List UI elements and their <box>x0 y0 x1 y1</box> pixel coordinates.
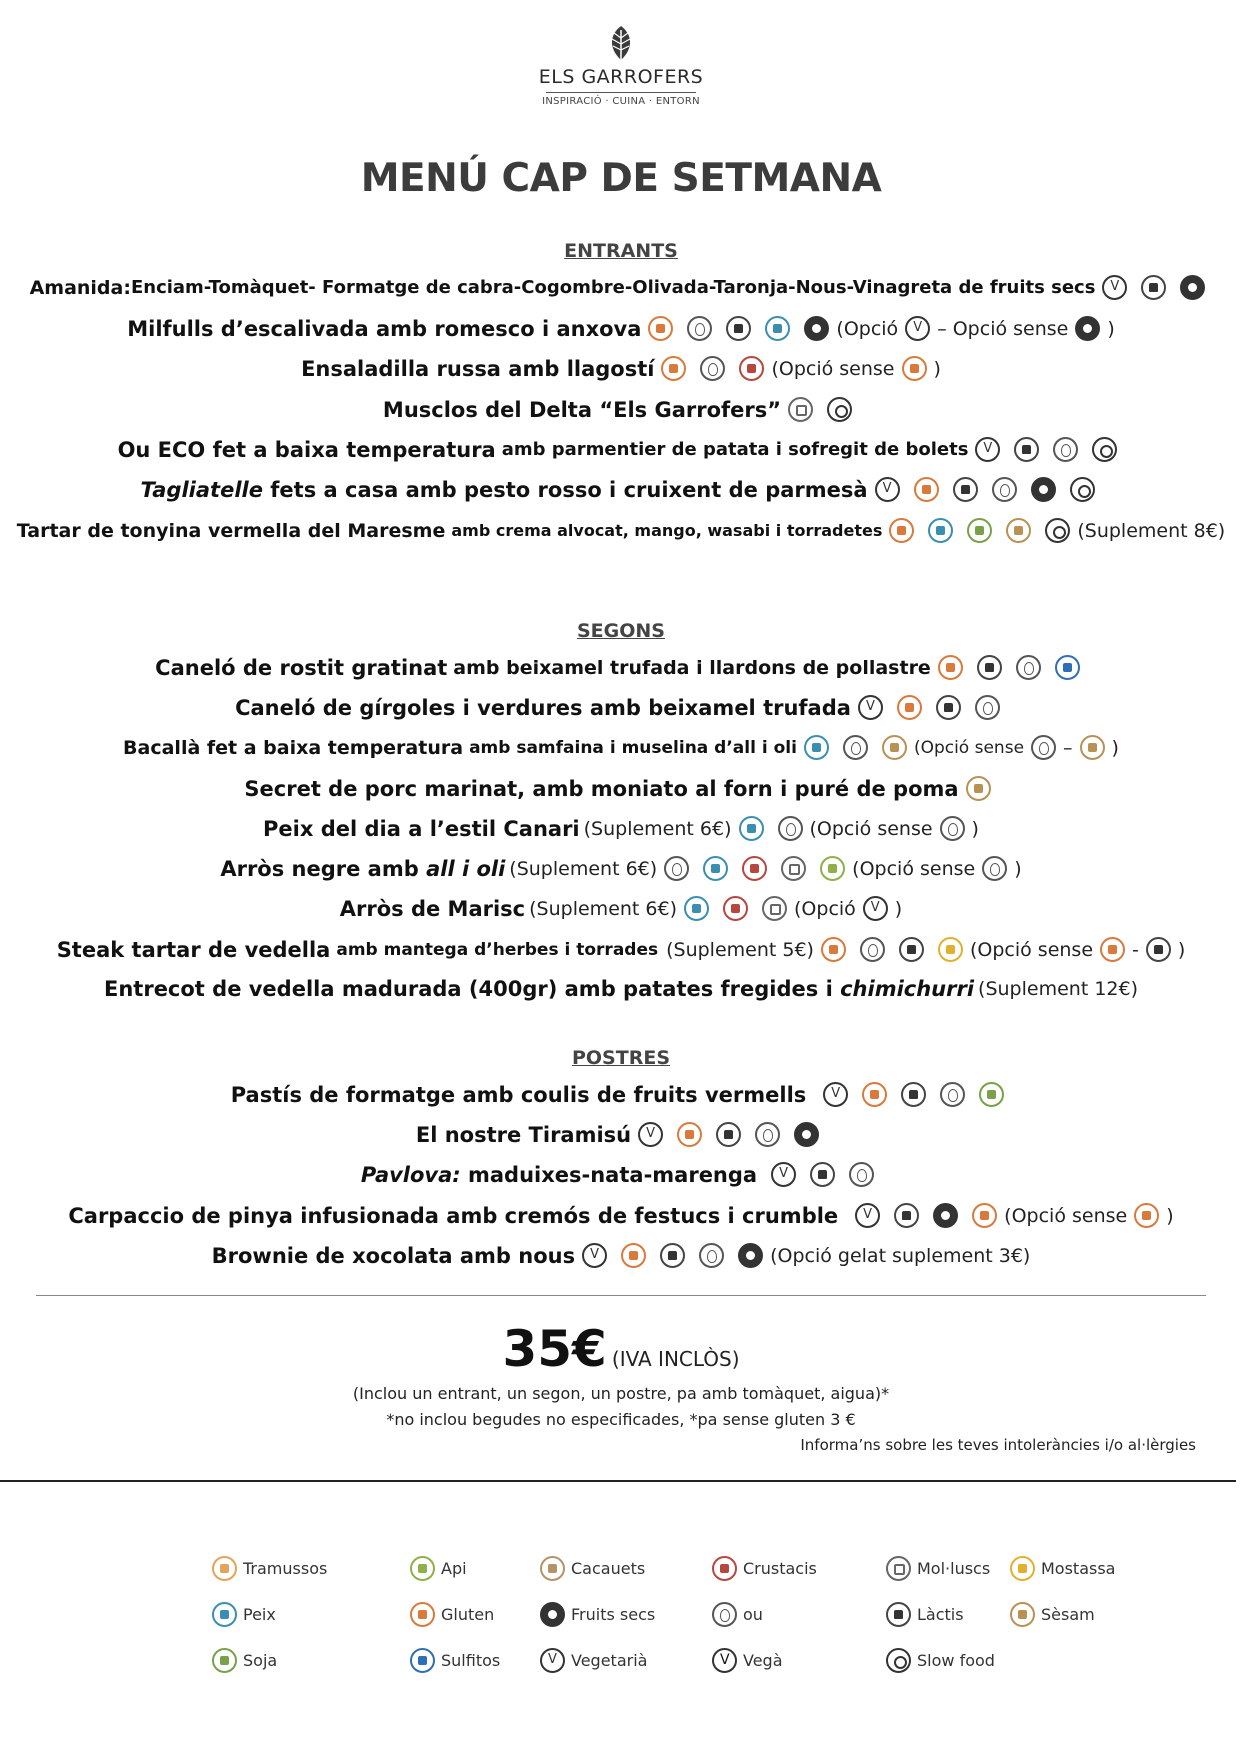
gluten-icon <box>1100 937 1125 962</box>
menu-item <box>0 1243 1242 1268</box>
sesam-icon <box>1010 1602 1035 1627</box>
gluten-icon <box>677 1122 702 1147</box>
ou-icon <box>687 316 712 341</box>
fruits-secs-icon <box>738 1243 763 1268</box>
item-name: Ou ECO fet a baixa temperatura <box>117 437 496 462</box>
ou-icon <box>940 816 965 841</box>
item-name-group <box>104 977 974 1001</box>
lactis-icon <box>899 937 924 962</box>
api-icon <box>820 856 845 881</box>
brand-name: ELS GARROFERS <box>538 66 704 88</box>
item-description: amb samfaina i muselina d’all i oli <box>469 737 797 758</box>
lactis-icon <box>901 1082 926 1107</box>
vegetaria-icon <box>771 1162 796 1187</box>
fruits-secs-icon <box>1075 316 1100 341</box>
item-option: (Suplement 12€) <box>978 978 1138 1000</box>
legend-label: ou <box>743 1605 763 1624</box>
crustacis-icon <box>739 356 764 381</box>
allergy-info: Informa’ns sobre les teves intoleràncies i/o al·lèrgies <box>800 1436 1196 1454</box>
gluten-icon <box>972 1203 997 1228</box>
menu-item <box>0 437 1242 462</box>
item-name-italic: Tagliatelle <box>140 477 263 502</box>
item-option: (Opció sense <box>1004 1204 1128 1227</box>
item-name: Musclos del Delta “Els Garrofers” <box>382 397 782 422</box>
legend-item <box>540 1648 647 1673</box>
fruits-secs-icon <box>804 316 829 341</box>
item-option: (Opció <box>794 897 856 920</box>
mostassa-icon <box>1010 1556 1035 1581</box>
legend-item <box>886 1556 990 1581</box>
legend-item <box>410 1602 494 1627</box>
item-name: Steak tartar de vedella <box>56 937 331 962</box>
lactis-icon <box>886 1602 911 1627</box>
menu-item <box>0 655 1242 680</box>
legend-label: Làctis <box>917 1605 964 1624</box>
legend-item <box>712 1602 763 1627</box>
lactis-icon <box>977 655 1002 680</box>
brand-tagline: INSPIRACIÓ · CUINA · ENTORN <box>542 96 700 107</box>
menu-item <box>0 1122 1242 1147</box>
legend-item <box>712 1648 783 1673</box>
page-title: MENÚ CAP DE SETMANA <box>360 156 882 201</box>
divider <box>0 1480 1236 1482</box>
legend-label: Api <box>441 1559 467 1578</box>
lactis-icon <box>1141 275 1166 300</box>
price-amount: 35€ <box>502 1320 607 1378</box>
gluten-icon <box>902 356 927 381</box>
item-description: amb mantega d’herbes i torrades <box>336 939 659 960</box>
sesam-icon <box>966 776 991 801</box>
menu-item <box>0 356 1242 381</box>
sulfitos-icon <box>1055 655 1080 680</box>
divider <box>36 1295 1206 1296</box>
leaf-logo-icon <box>606 24 636 64</box>
item-name: Arròs de Marisc <box>339 896 526 921</box>
menu-item <box>0 856 1242 881</box>
vegetaria-icon <box>975 437 1000 462</box>
ou-icon <box>700 356 725 381</box>
peix-icon <box>739 816 764 841</box>
brand-divider <box>546 92 696 93</box>
legend-item <box>212 1648 277 1673</box>
soja-icon <box>979 1082 1004 1107</box>
vegetaria-icon <box>875 477 900 502</box>
menu-item <box>0 316 1242 341</box>
legend-label: Mol·luscs <box>917 1559 991 1578</box>
price-note: (Inclou un entrant, un segon, un postre, pa amb tomàquet, aigua)* <box>352 1384 890 1403</box>
lactis-icon <box>936 695 961 720</box>
cacauets-icon <box>540 1556 565 1581</box>
fruits-secs-icon <box>540 1602 565 1627</box>
soja-icon <box>212 1648 237 1673</box>
vegetaria-icon <box>905 316 930 341</box>
peix-icon <box>765 316 790 341</box>
legend-label: Vegetarià <box>571 1651 648 1670</box>
gluten-icon <box>661 356 686 381</box>
molluscs-icon <box>781 856 806 881</box>
lactis-icon <box>660 1243 685 1268</box>
lactis-icon <box>810 1162 835 1187</box>
legend-item <box>1010 1556 1115 1581</box>
fruits-secs-icon <box>1180 275 1205 300</box>
item-option: (Opció <box>836 317 899 340</box>
ou-icon <box>1053 437 1078 462</box>
item-option: - <box>1132 938 1139 961</box>
sesam-icon <box>1006 518 1031 543</box>
item-option: ) <box>1107 317 1115 340</box>
price-note: *no inclou begudes no especificades, *pa sense gluten 3 € <box>386 1410 856 1429</box>
item-name-group <box>140 478 867 502</box>
item-option: (Suplement 6€) <box>509 857 658 880</box>
item-name: fets a casa amb pesto rosso i cruixent de parmesà <box>262 477 868 502</box>
item-option: ) <box>1166 1204 1174 1227</box>
menu-item <box>0 397 1242 422</box>
item-description: amb crema alvocat, mango, wasabi i torradetes <box>451 521 883 540</box>
gluten-icon <box>862 1082 887 1107</box>
item-name: Bacallà fet a baixa temperatura <box>123 736 464 759</box>
menu-item <box>0 816 1242 841</box>
item-name: Amanida: <box>29 276 131 299</box>
ou-icon <box>992 477 1017 502</box>
item-option: (Opció sense <box>809 817 933 840</box>
fruits-secs-icon <box>794 1122 819 1147</box>
menu-item <box>0 1082 1242 1107</box>
item-name-group <box>220 857 505 881</box>
item-name: Carpaccio de pinya infusionada amb cremós de festucs i crumble <box>68 1203 839 1228</box>
price-block <box>0 1320 1242 1378</box>
legend-item <box>540 1556 645 1581</box>
fruits-secs-icon <box>1031 477 1056 502</box>
ou-icon <box>975 695 1000 720</box>
ou-icon <box>699 1243 724 1268</box>
item-option: (Opció sense <box>852 857 976 880</box>
item-option: (Suplement 8€) <box>1077 519 1226 542</box>
menu-item <box>0 937 1242 962</box>
legend-label: Soja <box>243 1651 278 1670</box>
slow-food-icon <box>1070 477 1095 502</box>
legend-label: Tramussos <box>243 1559 328 1578</box>
section-heading-segons: SEGONS <box>577 620 665 642</box>
crustacis-icon <box>712 1556 737 1581</box>
legend-label: Cacauets <box>571 1559 646 1578</box>
item-name-group <box>361 1163 757 1187</box>
ou-icon <box>712 1602 737 1627</box>
item-option: (Suplement 6€) <box>529 897 678 920</box>
gluten-icon <box>648 316 673 341</box>
item-name: Peix del dia a l’estil Canari <box>263 816 580 841</box>
ou-icon <box>843 735 868 760</box>
soja-icon <box>967 518 992 543</box>
menu-item <box>0 518 1242 543</box>
lactis-icon <box>726 316 751 341</box>
item-option: ) <box>933 357 941 380</box>
legend-item <box>886 1648 995 1673</box>
legend-label: Gluten <box>441 1605 495 1624</box>
peix-icon <box>804 735 829 760</box>
legend-item <box>540 1602 655 1627</box>
slow-food-icon <box>827 397 852 422</box>
menu-item <box>0 275 1242 300</box>
legend-label: Sulfitos <box>441 1651 501 1670</box>
item-name: Entrecot de vedella madurada (400gr) amb patates fregides i <box>104 977 841 1001</box>
legend-label: Fruits secs <box>571 1605 656 1624</box>
menu-item <box>0 896 1242 921</box>
section-heading-postres: POSTRES <box>571 1047 670 1069</box>
gluten-icon <box>821 937 846 962</box>
item-name: Ensaladilla russa amb llagostí <box>301 356 655 381</box>
peix-icon <box>212 1602 237 1627</box>
item-name-italic: chimichurri <box>840 977 975 1001</box>
gluten-icon <box>897 695 922 720</box>
fruits-secs-icon <box>933 1203 958 1228</box>
brand-logo <box>0 24 1242 107</box>
ou-icon <box>1016 655 1041 680</box>
gluten-icon <box>889 518 914 543</box>
api-icon <box>410 1556 435 1581</box>
tramussos-icon <box>212 1556 237 1581</box>
item-name: Brownie de xocolata amb nous <box>211 1243 576 1268</box>
legend-item <box>712 1556 817 1581</box>
ou-icon <box>982 856 1007 881</box>
vegetaria-icon <box>582 1243 607 1268</box>
price-vat: (IVA INCLÒS) <box>611 1347 740 1371</box>
vegetaria-icon <box>858 695 883 720</box>
slow-food-icon <box>1045 518 1070 543</box>
ou-icon <box>755 1122 780 1147</box>
item-option: (Opció gelat suplement 3€) <box>770 1244 1031 1267</box>
item-name: maduixes-nata-marenga <box>460 1162 758 1187</box>
ou-icon <box>940 1082 965 1107</box>
lactis-icon <box>953 477 978 502</box>
lactis-icon <box>716 1122 741 1147</box>
legend-item <box>212 1556 327 1581</box>
slow-food-icon <box>1092 437 1117 462</box>
vegetaria-icon <box>863 896 888 921</box>
item-option: ) <box>1014 857 1022 880</box>
sesam-icon <box>882 735 907 760</box>
vegetaria-icon <box>1102 275 1127 300</box>
item-name: Pastís de formatge amb coulis de fruits vermells <box>230 1082 807 1107</box>
legend-label: Crustacis <box>743 1559 817 1578</box>
menu-item <box>0 477 1242 502</box>
legend-item <box>886 1602 964 1627</box>
ou-icon <box>860 937 885 962</box>
crustacis-icon <box>742 856 767 881</box>
menu-item <box>0 1162 1242 1187</box>
sulfitos-icon <box>410 1648 435 1673</box>
peix-icon <box>684 896 709 921</box>
vegetaria-icon <box>855 1203 880 1228</box>
item-option: (Suplement 5€) <box>666 938 814 961</box>
item-description: amb beixamel trufada i llardons de pollastre <box>453 656 931 679</box>
gluten-icon <box>1134 1203 1159 1228</box>
ou-icon <box>664 856 689 881</box>
peix-icon <box>703 856 728 881</box>
lactis-icon <box>1146 937 1171 962</box>
legend-item <box>212 1602 276 1627</box>
legend-label: Peix <box>243 1605 276 1624</box>
menu-item <box>0 776 1242 801</box>
mostassa-icon <box>938 937 963 962</box>
item-name: Arròs negre amb <box>220 856 427 881</box>
item-option: (Suplement 6€) <box>583 817 732 840</box>
menu-item <box>0 977 1242 1001</box>
legend-label: Vegà <box>743 1651 783 1670</box>
lactis-icon <box>894 1203 919 1228</box>
gluten-icon <box>410 1602 435 1627</box>
slow-food-icon <box>886 1648 911 1673</box>
vegetaria-icon <box>638 1122 663 1147</box>
item-name: Caneló de rostit gratinat <box>155 655 448 680</box>
item-name: Tartar de tonyina vermella del Maresme <box>16 519 446 542</box>
menu-item <box>0 1203 1242 1228</box>
item-option: ) <box>1177 938 1186 961</box>
gluten-icon <box>621 1243 646 1268</box>
peix-icon <box>928 518 953 543</box>
item-name-italic: Pavlova: <box>360 1162 461 1187</box>
legend-item <box>410 1556 467 1581</box>
vegetaria-icon <box>540 1648 565 1673</box>
lactis-icon <box>1014 437 1039 462</box>
item-description: amb parmentier de patata i sofregit de bolets <box>501 439 969 460</box>
ou-icon <box>778 816 803 841</box>
menu-item <box>0 695 1242 720</box>
ou-icon <box>849 1162 874 1187</box>
gluten-icon <box>914 477 939 502</box>
gluten-icon <box>938 655 963 680</box>
ou-icon <box>1031 735 1056 760</box>
vega-icon <box>712 1648 737 1673</box>
item-name: Caneló de gírgoles i verdures amb beixamel trufada <box>235 695 851 720</box>
item-option: ) <box>894 897 903 920</box>
molluscs-icon <box>886 1556 911 1581</box>
crustacis-icon <box>723 896 748 921</box>
legend-label: Sèsam <box>1041 1605 1095 1624</box>
legend-label: Mostassa <box>1041 1559 1116 1578</box>
molluscs-icon <box>788 397 813 422</box>
section-heading-entrants: ENTRANTS <box>564 240 678 262</box>
item-option: ) <box>1111 736 1119 759</box>
item-option: ) <box>971 817 979 840</box>
item-option: (Opció sense <box>913 737 1025 758</box>
menu-item <box>0 735 1242 760</box>
vegetaria-icon <box>823 1082 848 1107</box>
item-name-italic: all i oli <box>426 856 506 881</box>
item-option: – Opció sense <box>937 317 1069 340</box>
item-description: Enciam-Tomàquet- Formatge de cabra-Cogombre-Olivada-Taronja-Nous-Vinagreta de fruits secs <box>130 277 1096 298</box>
legend-item <box>1010 1602 1095 1627</box>
item-name: Secret de porc marinat, amb moniato al forn i puré de poma <box>244 776 959 801</box>
legend-label: Slow food <box>917 1651 995 1670</box>
molluscs-icon <box>762 896 787 921</box>
legend-item <box>410 1648 500 1673</box>
item-option: – <box>1063 736 1073 759</box>
item-option: (Opció sense <box>771 357 895 380</box>
sesam-icon <box>1080 735 1105 760</box>
item-name: Milfulls d’escalivada amb romesco i anxova <box>127 316 642 341</box>
item-option: (Opció sense <box>969 938 1094 961</box>
item-name: El nostre Tiramisú <box>415 1122 632 1147</box>
